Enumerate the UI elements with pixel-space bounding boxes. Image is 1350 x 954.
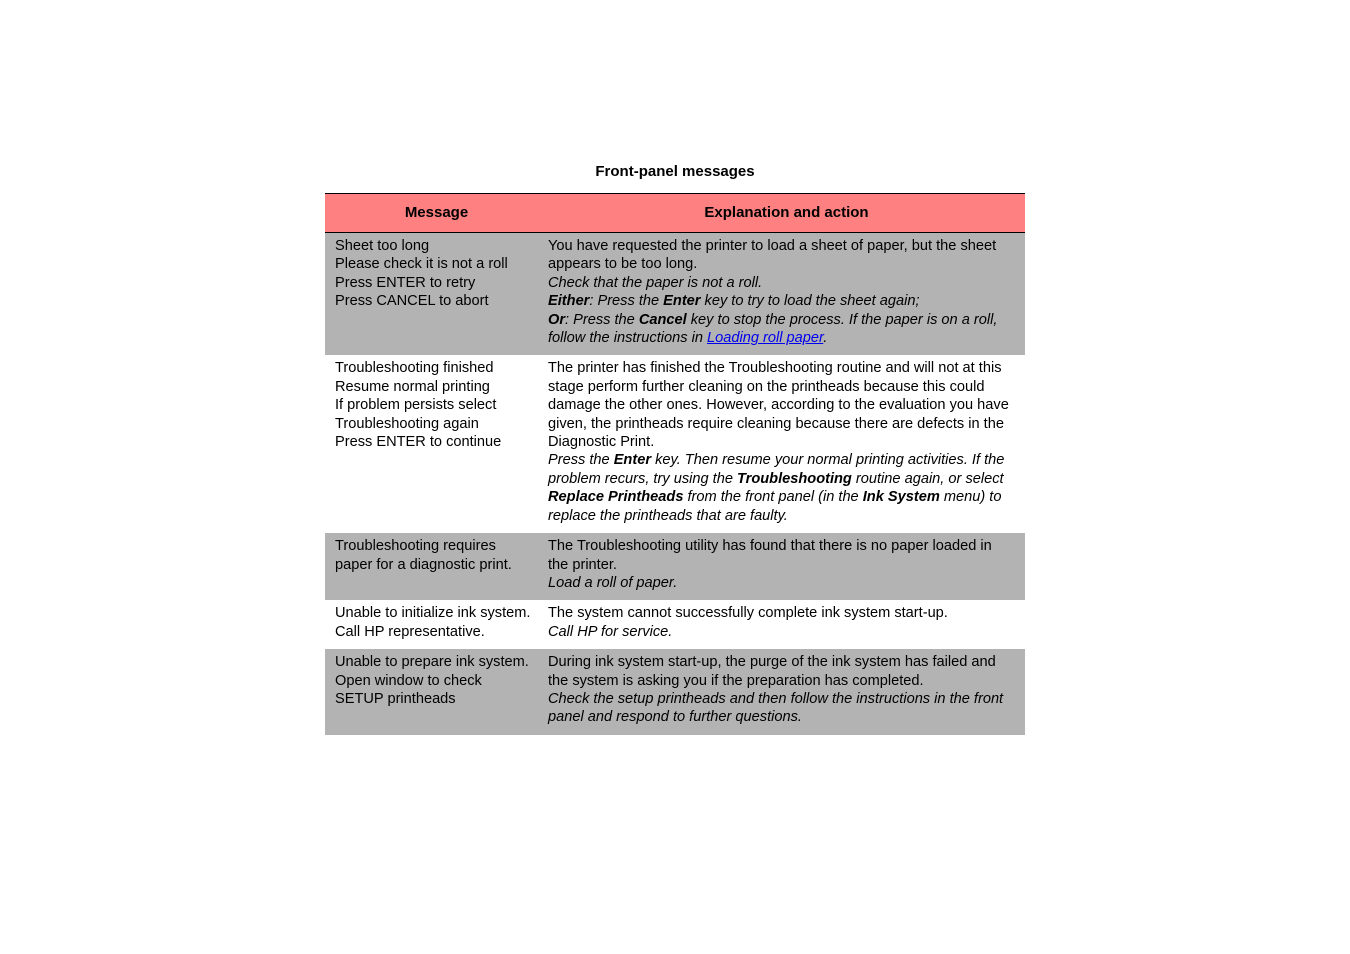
action-text xyxy=(548,292,1015,310)
table-row xyxy=(325,600,1025,649)
action-text: Call HP for service. xyxy=(548,623,673,640)
explanation-cell xyxy=(548,355,1025,533)
table-row xyxy=(325,533,1025,600)
action-lead: Or xyxy=(548,311,566,328)
key-name: Cancel xyxy=(638,311,687,328)
message-line: paper for a diagnostic print. xyxy=(335,556,512,573)
option-name: Replace Printheads xyxy=(548,489,684,506)
message-line: Press CANCEL to abort xyxy=(335,293,489,310)
action-fragment: menu) to replace the printheads that are faulty. xyxy=(548,489,1002,524)
message-cell xyxy=(325,355,548,533)
action-fragment: from the front panel (in the xyxy=(683,489,863,506)
message-line: Troubleshooting again xyxy=(335,415,479,432)
explanation-cell xyxy=(548,233,1025,356)
message-cell xyxy=(325,233,548,356)
message-line: Sheet too long xyxy=(335,238,430,254)
action-fragment: : Press the xyxy=(589,293,664,310)
action-lead: Either xyxy=(548,293,590,310)
message-line: Unable to initialize ink system. xyxy=(335,605,531,622)
explanation-cell xyxy=(548,533,1025,600)
front-panel-messages-table xyxy=(325,193,1025,735)
column-header-explanation: Explanation and action xyxy=(548,194,1025,233)
message-line: Press ENTER to continue xyxy=(335,434,502,451)
message-line: SETUP printheads xyxy=(335,690,456,707)
key-name: Enter xyxy=(663,293,701,310)
message-line: Please check it is not a roll xyxy=(335,256,508,273)
explanation-cell xyxy=(548,600,1025,649)
message-line: If problem persists select xyxy=(335,397,497,414)
explanation-text: The Troubleshooting utility has found that there is no paper loaded in the printer. xyxy=(548,538,992,573)
action-text xyxy=(548,451,1015,525)
message-cell xyxy=(325,600,548,649)
page-title: Front-panel messages xyxy=(595,163,755,180)
action-fragment: key to stop the process. If the paper is on a roll, follow the instructions in xyxy=(548,311,998,347)
action-fragment: key. Then resume your normal printing activities. If the problem recurs, try using the xyxy=(548,452,1005,487)
action-text: Check the setup printheads and then follow the instructions in the front panel and respond to further questions. xyxy=(548,690,1004,726)
explanation-text: During ink system start-up, the purge of the ink system has failed and the system is asking you if the preparation has completed. xyxy=(548,654,996,689)
table-row xyxy=(325,649,1025,735)
loading-roll-paper-link[interactable]: Loading roll paper xyxy=(707,330,824,347)
message-cell xyxy=(325,649,548,735)
action-fragment: key to try to load the sheet again; xyxy=(700,293,920,310)
table-row xyxy=(325,355,1025,533)
table-row xyxy=(325,233,1025,356)
action-fragment: . xyxy=(823,330,828,347)
message-line: Unable to prepare ink system. xyxy=(335,654,529,671)
action-text xyxy=(548,311,1015,348)
message-line: Troubleshooting finished xyxy=(335,360,494,377)
explanation-text: You have requested the printer to load a sheet of paper, but the sheet appears to be too long. xyxy=(548,238,997,273)
routine-name: Troubleshooting xyxy=(737,470,852,487)
action-fragment: : Press the xyxy=(565,311,639,328)
menu-name: Ink System xyxy=(862,489,940,506)
key-name: Enter xyxy=(613,452,652,469)
explanation-cell xyxy=(548,649,1025,735)
action-fragment: Press the xyxy=(548,452,614,469)
message-line: Resume normal printing xyxy=(335,378,490,395)
explanation-text: The system cannot successfully complete ink system start-up. xyxy=(548,605,948,622)
message-line: Call HP representative. xyxy=(335,623,485,640)
action-fragment: routine again, or select xyxy=(851,470,1004,487)
message-line: Press ENTER to retry xyxy=(335,274,476,291)
table-header-row xyxy=(325,194,1025,233)
column-header-message: Message xyxy=(325,194,548,233)
message-line: Open window to check xyxy=(335,672,482,689)
message-cell xyxy=(325,533,548,600)
action-text: Load a roll of paper. xyxy=(548,574,678,591)
action-text: Check that the paper is not a roll. xyxy=(548,274,763,291)
explanation-text: The printer has finished the Troubleshooting routine and will not at this stage perform further cleaning on the printheads because this could damage the other ones. However, according to the evaluation you have given, the printheads require cleaning because there are defects in the Diagnostic Print. xyxy=(548,360,1009,451)
message-line: Troubleshooting requires xyxy=(335,538,496,555)
